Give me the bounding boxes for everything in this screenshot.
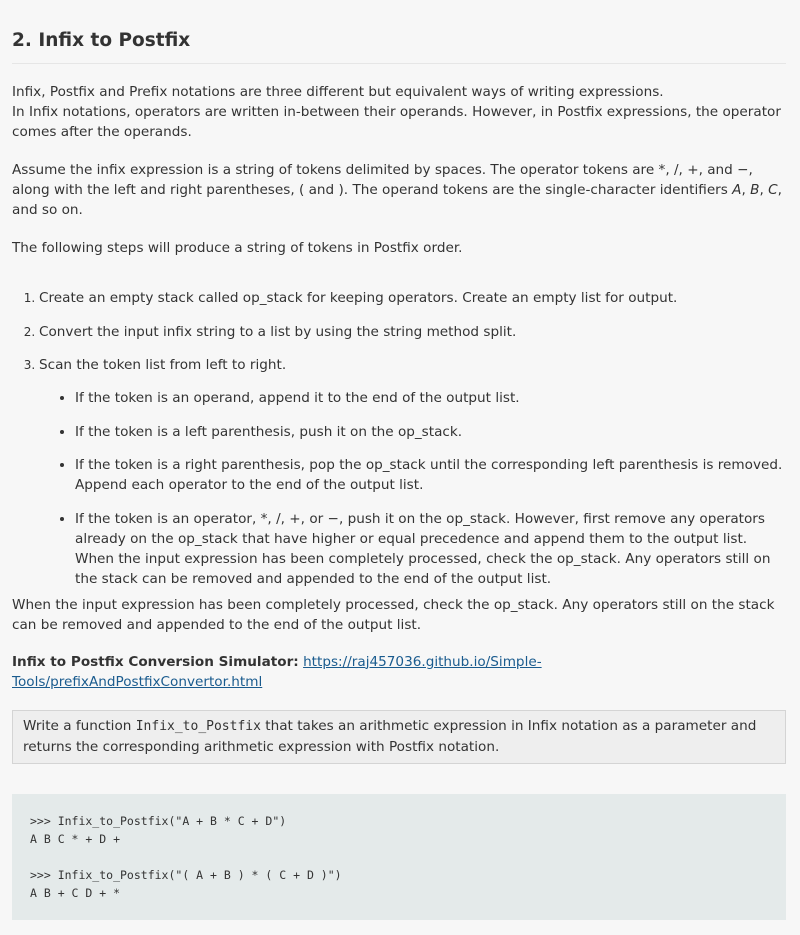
task-text-end: that takes an arithmetic expression in Infix notation as a parameter and returns the corresponding arithmetic expression with Postfix notation. <box>23 717 757 755</box>
operand-b: B <box>750 182 760 198</box>
code-call: >>> Infix_to_Postfix("A + B * C + D") <box>30 813 287 828</box>
assumption-end: , and so on. <box>12 182 782 218</box>
step-item: 2. Convert the input infix string to a list by using the string method split. <box>39 322 786 342</box>
scan-rules-list <box>39 388 786 589</box>
step-item: 1. Create an empty stack called op_stack for keeping operators. Create an empty list for output. <box>39 288 786 308</box>
rule-item: • If the token is a left parenthesis, push it on the op_stack. <box>75 422 786 442</box>
assumption-text: Assume the infix expression is a string of tokens delimited by spaces. The operator tokens are *, /, +, and −, along with the left and right parentheses, ( and ). The operand tokens are the single-character identifiers <box>12 162 753 198</box>
rule-item: • If the token is an operator, *, /, +, or −, push it on the op_stack. However, first remove any operators already on the op_stack that have higher or equal precedence and append them to the output list. When the input expression has been completely processed, check the op_stack. Any operators still on the stack can be removed and appended to the end of the output list. <box>75 509 786 589</box>
operand-a: A <box>732 182 742 198</box>
simulator-link[interactable]: https://raj457036.github.io/Simple-Tools/prefixAndPostfixConvertor.html <box>12 653 542 690</box>
code-result: A B C * + D + <box>30 831 121 846</box>
operand-c: C <box>768 182 778 198</box>
task-text: Write a function <box>23 717 136 734</box>
simulator-line <box>12 652 786 692</box>
function-name: Infix_to_Postfix <box>135 718 261 734</box>
code-result: A B + C D + * <box>30 885 121 900</box>
task-box <box>12 710 786 764</box>
step-text: Scan the token list from left to right. <box>39 357 287 373</box>
assumption-paragraph: Assume the infix expression is a string of tokens delimited by spaces. The operator tokens are *, /, +, and −, along with the left and right parentheses, ( and ). The operand tokens are the single-character identifiers A, B, C, and so on. <box>12 162 782 218</box>
rule-item: • If the token is an operand, append it to the end of the output list. <box>75 388 786 408</box>
code-blank <box>30 848 768 866</box>
page-title: 2. Infix to Postfix <box>12 0 786 64</box>
intro-line-2: In Infix notations, operators are written in-between their operands. However, in Postfix expressions, the operator comes after the operands. <box>12 104 781 140</box>
steps-intro: The following steps will produce a string of tokens in Postfix order. <box>12 240 463 256</box>
rule-item: • If the token is a right parenthesis, pop the op_stack until the corresponding left parenthesis is removed. Append each operator to the end of the output list. <box>75 455 786 495</box>
step-item <box>39 355 786 589</box>
final-paragraph: When the input expression has been completely processed, check the op_stack. Any operators still on the stack can be removed and appended to the end of the output list. <box>12 596 775 633</box>
intro-line-1: Infix, Postfix and Prefix notations are three different but equivalent ways of writing expressions. <box>12 84 664 100</box>
example-code-block <box>12 794 786 920</box>
intro-paragraph <box>12 82 786 142</box>
steps-list <box>12 288 786 589</box>
simulator-label: Infix to Postfix Conversion Simulator: <box>12 653 299 670</box>
code-call: >>> Infix_to_Postfix("( A + B ) * ( C + D )") <box>30 867 342 882</box>
